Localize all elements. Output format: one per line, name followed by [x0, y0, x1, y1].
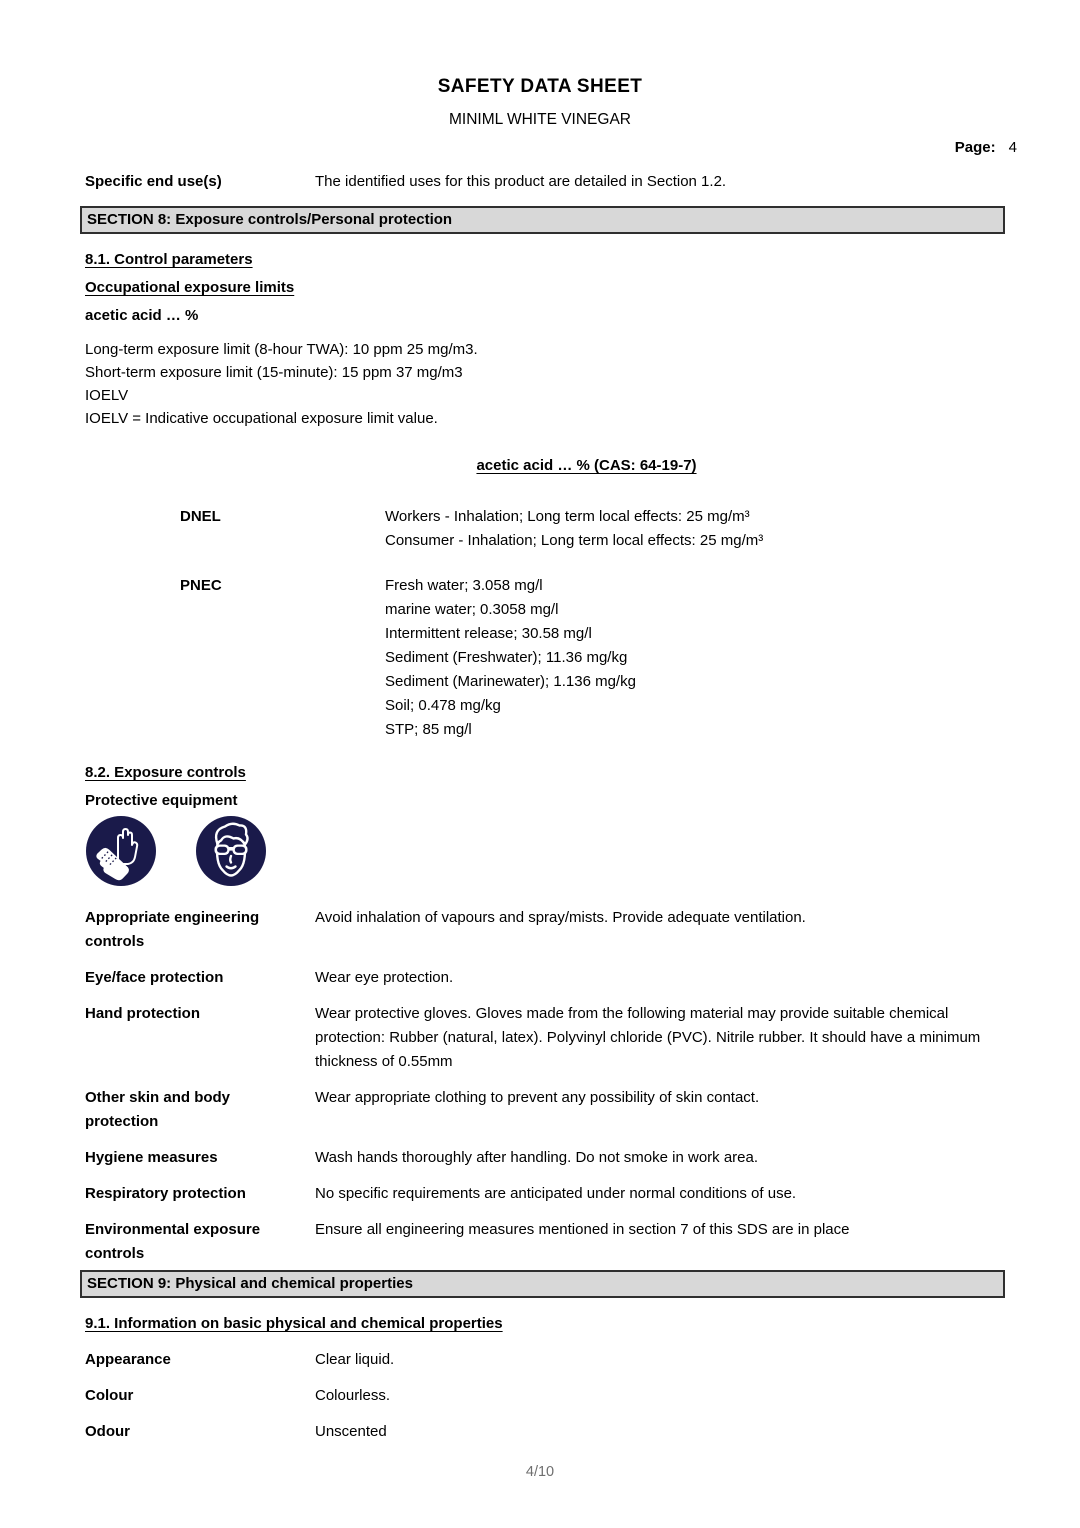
pnec-label: PNEC — [180, 577, 222, 594]
product-name: MINIML WHITE VINEGAR — [449, 111, 631, 128]
field-label: Appearance — [85, 1351, 171, 1368]
field-value: Wear appropriate clothing to prevent any possibility of skin contact. — [315, 1089, 760, 1106]
page-number: 4 — [1008, 139, 1017, 156]
oel-line: IOELV — [85, 387, 129, 404]
field-label: Eye/face protection — [85, 969, 224, 986]
field-label: Environmental exposure controls — [85, 1221, 261, 1262]
field-label: Specific end use(s) — [85, 173, 222, 190]
field-row-specific-end-use — [85, 170, 1000, 194]
section-9-header-bar: SECTION 9: Physical and chemical properties — [80, 1270, 1005, 1298]
field-value: Avoid inhalation of vapours and spray/mists. Provide adequate ventilation. — [315, 909, 806, 926]
field-row-respiratory-protection — [85, 1182, 1000, 1206]
field-value: Ensure all engineering measures mentioned in section 7 of this SDS are in place — [315, 1221, 850, 1238]
pnec-row — [85, 574, 1000, 742]
substance-name: acetic acid … % — [85, 307, 199, 324]
substance-cas-heading: acetic acid … % (CAS: 64-19-7) — [476, 457, 697, 474]
field-value: Colourless. — [315, 1387, 391, 1404]
protective-equipment-heading: Protective equipment — [85, 792, 238, 809]
field-label: Hand protection — [85, 1005, 200, 1022]
heading-8-1: 8.1. Control parameters — [85, 251, 253, 268]
field-value: Wear protective gloves. Gloves made from the following material may provide suitable chemical protection: Rubber (natural, latex). Polyvinyl chloride (PVC). Nitrile rubber. It should have a minimum thickness of 0.55mm — [315, 1005, 981, 1070]
field-row-environmental-exposure-controls — [85, 1218, 1000, 1266]
field-label: Odour — [85, 1423, 130, 1440]
field-value: Wash hands thoroughly after handling. Do not smoke in work area. — [315, 1149, 759, 1166]
dnel-row — [85, 505, 1000, 553]
pnec-line: Sediment (Freshwater); 11.36 mg/kg — [385, 649, 628, 666]
field-value: The identified uses for this product are detailed in Section 1.2. — [315, 173, 727, 190]
field-row-hygiene-measures — [85, 1146, 1000, 1170]
field-label: Appropriate engineering controls — [85, 909, 260, 950]
field-row-engineering-controls — [85, 906, 1000, 954]
dnel-line: Consumer - Inhalation; Long term local effects: 25 mg/m³ — [385, 532, 764, 549]
footer-page-number: 4/10 — [525, 1464, 555, 1480]
pnec-line: Fresh water; 3.058 mg/l — [385, 577, 543, 594]
page-label: Page: — [954, 139, 996, 156]
field-value: Wear eye protection. — [315, 969, 454, 986]
field-row-appearance — [85, 1348, 1000, 1372]
oel-line: Long-term exposure limit (8-hour TWA): 10 ppm 25 mg/m3. — [85, 341, 478, 358]
heading-9-1: 9.1. Information on basic physical and chemical properties — [85, 1315, 503, 1332]
ppe-pictograms — [85, 815, 1000, 887]
dnel-values — [385, 505, 1000, 553]
field-value: Unscented — [315, 1423, 387, 1440]
pnec-line: Soil; 0.478 mg/kg — [385, 697, 501, 714]
pnec-values — [385, 574, 1000, 742]
field-row-hand-protection — [85, 1002, 1000, 1074]
wear-protective-gloves-icon — [85, 815, 157, 887]
field-label: Colour — [85, 1387, 134, 1404]
oel-line: IOELV = Indicative occupational exposure limit value. — [85, 410, 438, 427]
field-label: Other skin and body protection — [85, 1089, 231, 1130]
field-label: Respiratory protection — [85, 1185, 246, 1202]
pnec-line: Sediment (Marinewater); 1.136 mg/kg — [385, 673, 636, 690]
page-indicator — [0, 139, 1017, 156]
field-row-colour — [85, 1384, 1000, 1408]
wear-eye-protection-icon — [195, 815, 267, 887]
section-8-header-bar: SECTION 8: Exposure controls/Personal protection — [80, 206, 1005, 234]
field-row-eye-face-protection — [85, 966, 1000, 990]
field-label: Hygiene measures — [85, 1149, 218, 1166]
pnec-line: marine water; 0.3058 mg/l — [385, 601, 559, 618]
field-row-other-skin-body-protection — [85, 1086, 1000, 1134]
exposure-limit-paragraph — [85, 338, 1000, 430]
field-value: No specific requirements are anticipated under normal conditions of use. — [315, 1185, 797, 1202]
dnel-line: Workers - Inhalation; Long term local effects: 25 mg/m³ — [385, 508, 750, 525]
document-title: SAFETY DATA SHEET — [437, 76, 643, 97]
oel-line: Short-term exposure limit (15-minute): 15 ppm 37 mg/m3 — [85, 364, 463, 381]
document-body — [85, 170, 1000, 1444]
heading-8-2: 8.2. Exposure controls — [85, 764, 246, 781]
field-row-odour — [85, 1420, 1000, 1444]
pnec-line: STP; 85 mg/l — [385, 721, 472, 738]
field-value: Clear liquid. — [315, 1351, 395, 1368]
pnec-line: Intermittent release; 30.58 mg/l — [385, 625, 592, 642]
heading-occupational-exposure-limits: Occupational exposure limits — [85, 279, 295, 296]
dnel-label: DNEL — [180, 508, 221, 525]
